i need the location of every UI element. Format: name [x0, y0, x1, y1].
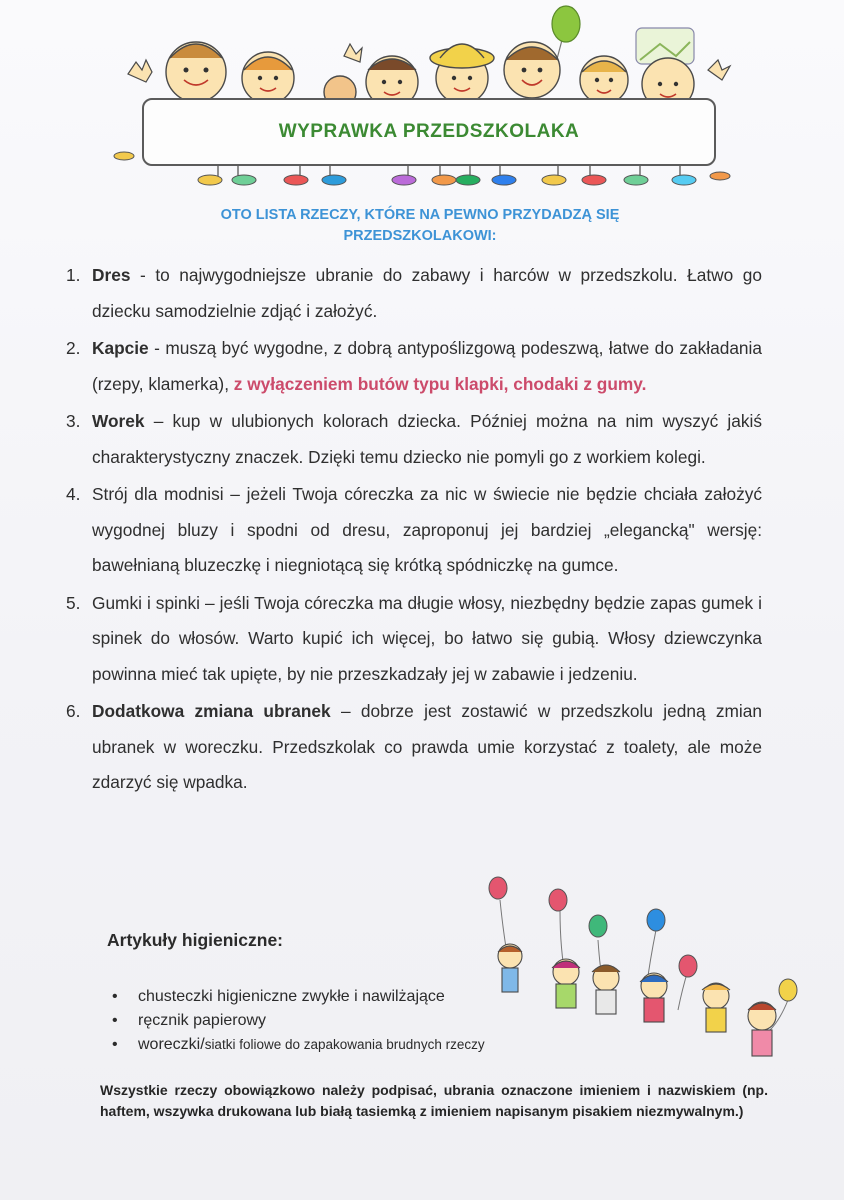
item-text: Gumki i spinki – jeśli Twoja córeczka ma długie włosy, niezbędny będzie zapas gumek i spinek do włosów. Warto kupić ich więcej, bo łatwo się gubią. Włosy dziewczynka powinna mieć tak upięte, by nie przeszkadzały jej w zabawie i jedzeniu. [92, 592, 762, 684]
item-bold: Kapcie [92, 338, 149, 358]
list-item [60, 404, 762, 475]
hygiene-heading: Artykuły higieniczne: [107, 930, 284, 950]
page-title: WYPRAWKA PRZEDSZKOLAKA [278, 121, 580, 142]
list-item [60, 477, 762, 584]
kids-balloons-illustration [470, 870, 800, 1070]
bullet-icon: • [112, 1012, 118, 1029]
title-banner [142, 98, 716, 166]
bullet-icon: • [112, 988, 118, 1005]
item-number: 2. [66, 338, 81, 358]
item-bold: Worek [92, 411, 145, 431]
item-text: - to najwygodniejsze ubranie do zabawy i harców w przedszkolu. Łatwo go dziecku samodzielnie zdjąć i założyć. [92, 265, 762, 321]
hygiene-item-small-text: siatki foliowe do zapakowania brudnych rzeczy [204, 1037, 485, 1052]
item-text: – dobrze jest zostawić w przedszkolu jedną zmian ubranek w woreczku. Przedszkolak co prawda umie korzystać z toalety, ale może zdarzyć się wpadka. [92, 701, 762, 792]
item-bold: Dodatkowa zmiana ubranek [92, 701, 331, 721]
list-item [60, 586, 762, 693]
list-item [60, 258, 762, 329]
hygiene-item-text: woreczki/ [138, 1036, 205, 1053]
hygiene-item-text: ręcznik papierowy [138, 1012, 267, 1029]
item-number: 1. [66, 265, 81, 285]
items-list [60, 258, 762, 801]
list-item [60, 331, 762, 402]
item-text: – kup w ulubionych kolorach dziecka. Później można na nim wyszyć jakiś charakterystyczny znaczek. Dzięki temu dziecko nie pomyli go z workiem kolegi. [92, 411, 762, 467]
bullet-icon: • [112, 1036, 118, 1053]
item-bold: Dres [92, 265, 131, 285]
item-highlight: z wyłączeniem butów typu klapki, chodaki z gumy. [233, 373, 647, 394]
footer-note: Wszystkie rzeczy obowiązkowo należy podpisać, ubrania oznaczone imieniem i nazwiskiem (np. haftem, wszywka drukowana lub białą tasiemką z imieniem napisanym pisakiem niezmywalnym.) [100, 1082, 768, 1119]
item-text: - muszą być wygodne, z dobrą antypoślizgową podeszwą, łatwe do zakładania (rzepy, klamerka), [92, 338, 762, 394]
item-number: 5. [66, 592, 81, 613]
subtitle-line-2: PRZEDSZKOLAKOWI: [343, 228, 497, 244]
list-item [60, 694, 762, 801]
item-text: Strój dla modnisi – jeżeli Twoja córeczka za nic w świecie nie będzie chciała założyć wygodnej bluzy i spodni od dresu, zaproponuj jej bardziej „elegancką" wersję: bawełnianą bluzeczkę i niegniotącą się krótką spódniczkę na gumce. [92, 484, 762, 575]
item-number: 4. [66, 484, 81, 504]
item-number: 6. [66, 701, 81, 721]
subtitle-line-1: OTO LISTA RZECZY, KTÓRE NA PEWNO PRZYDADZĄ SIĘ [220, 207, 620, 223]
hygiene-item-text: chusteczki higieniczne zwykłe i nawilżające [138, 988, 445, 1005]
item-number: 3. [66, 411, 81, 431]
subtitle [120, 205, 720, 247]
